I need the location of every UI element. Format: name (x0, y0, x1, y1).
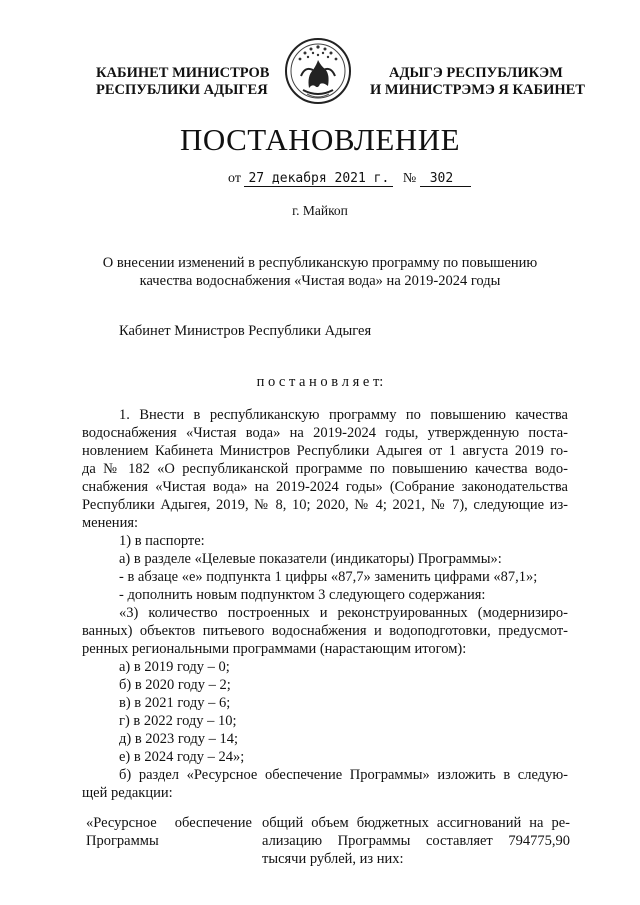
table-left-line2: Программы (86, 833, 159, 849)
header-left-line2: РЕСПУБЛИКИ АДЫГЕЯ (96, 82, 268, 98)
table-right-line1: общий объем бюджетных ассигнований на ре- (262, 815, 570, 831)
body-line: а) в разделе «Целевые показатели (индикаторы) Программы»: (119, 551, 502, 567)
table-right-line2: ализацию Программы составляет 794775,90 (262, 833, 570, 849)
decree-word: п о с т а н о в л я е т: (256, 374, 384, 390)
header-right-line1: АДЫГЭ РЕСПУБЛИКЭМ (389, 65, 563, 81)
body-line: а) в 2019 году – 0; (119, 659, 230, 675)
body-line: снабжения «Чистая вода» на 2019-2024 годы» (Собрание законодательства (82, 479, 568, 495)
body-line: менения: (82, 515, 139, 531)
body-line: да № 182 «О республиканской программе по повышению качества водо- (82, 461, 568, 477)
document-title: ПОСТАНОВЛЕНИЕ (179, 122, 461, 157)
date-value: 27 декабря 2021 г. (244, 171, 393, 187)
coat-of-arms-icon (283, 36, 353, 106)
subject-line1: О внесении изменений в республиканскую программу по повышению (102, 255, 538, 271)
body-line: б) в 2020 году – 2; (119, 677, 231, 693)
body-line: ванных) объектов питьевого водоснабжения и водоподготовки, предусмот- (82, 623, 568, 639)
body-line: е) в 2024 году – 24»; (119, 749, 245, 765)
table-right-line3: тысячи рублей, из них: (262, 851, 404, 867)
header-left-line1: КАБИНЕТ МИНИСТРОВ (96, 65, 270, 81)
subject-line2: качества водоснабжения «Чистая вода» на 2019-2024 годы (139, 273, 501, 289)
header-right-line2: И МИНИСТРЭМЭ Я КАБИНЕТ (370, 82, 585, 98)
body-line: д) в 2023 году – 14; (119, 731, 239, 747)
body-line: водоснабжения «Чистая вода» на 2019-2024 годы, утвержденную поста- (82, 425, 568, 441)
body-line: «3) количество построенных и реконструированных (модернизиро- (119, 605, 568, 621)
body-line: 1) в паспорте: (119, 533, 205, 549)
city: г. Майкоп (292, 203, 348, 218)
date-number-line (228, 171, 471, 187)
body-line: 1. Внести в республиканскую программу по повышению качества (119, 407, 568, 423)
body-line: - в абзаце «е» подпункта 1 цифры «87,7» заменить цифрами «87,1»; (119, 569, 538, 585)
body-line: щей редакции: (82, 785, 173, 801)
body-line: - дополнить новым подпунктом 3 следующего содержания: (119, 587, 486, 603)
table-left-line1: «Ресурсное обеспечение (86, 815, 252, 831)
number-value: 302 (420, 171, 471, 187)
number-prefix: № (402, 171, 417, 186)
body-line: новлением Кабинета Министров Республики Адыгея от 1 августа 2019 го- (82, 443, 568, 459)
body-line: ренных региональными программами (нарастающим итогом): (82, 641, 467, 657)
issuer: Кабинет Министров Республики Адыгея (119, 323, 372, 339)
body-line: г) в 2022 году – 10; (119, 713, 237, 729)
date-prefix: от (228, 171, 241, 186)
body-line: в) в 2021 году – 6; (119, 695, 231, 711)
body-line: б) раздел «Ресурсное обеспечение Программы» изложить в следую- (119, 767, 568, 783)
body-line: Республики Адыгея, 2019, № 8, 10; 2020, № 4; 2021, № 7), следующие из- (82, 497, 568, 513)
